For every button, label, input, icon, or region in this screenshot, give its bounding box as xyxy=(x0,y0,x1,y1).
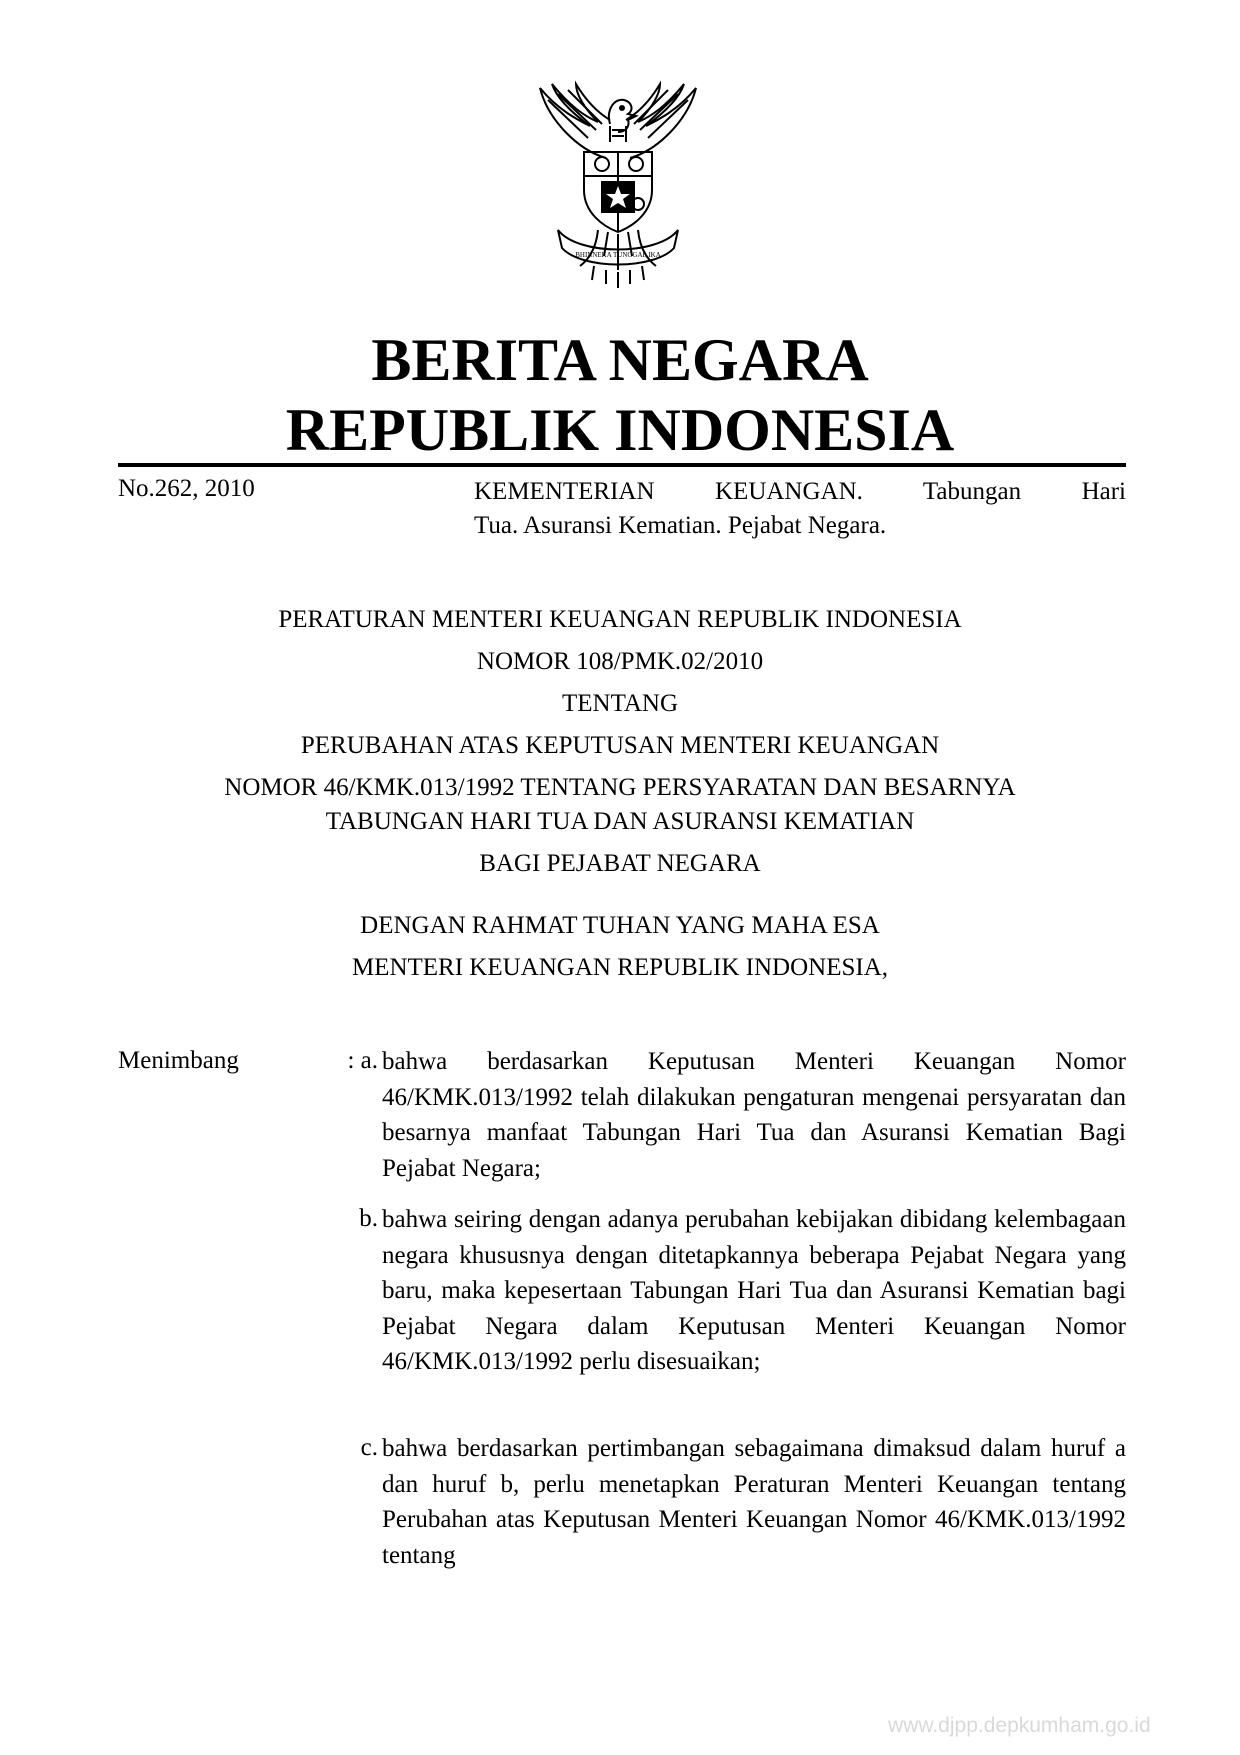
masthead-title-line2: REPUBLIK INDONESIA xyxy=(285,397,955,463)
considering-label: Menimbang xyxy=(118,1047,239,1074)
regulation-subject-line4: BAGI PEJABAT NEGARA xyxy=(479,850,761,877)
regulation-number: NOMOR 108/PMK.02/2010 xyxy=(476,648,764,675)
masthead-title-line1: BERITA NEGARA xyxy=(371,327,869,393)
watermark-url: www.djpp.depkumham.go.id xyxy=(888,1714,1151,1737)
regulation-subject-line2: NOMOR 46/KMK.013/1992 TENTANG PERSYARATAN DAN BESARNYA xyxy=(224,774,1016,801)
masthead-divider xyxy=(118,463,1126,467)
considering-item-a: bahwa berdasarkan Keputusan Menteri Keuangan Nomor 46/KMK.013/1992 telah dilakukan pengaturan mengenai persyaratan dan besarnya manfaat Tabungan Hari Tua dan Asuransi Kematian Bagi Pejabat Negara; xyxy=(382,1048,1126,1182)
considering-item-c: bahwa berdasarkan pertimbangan sebagaimana dimaksud dalam huruf a dan huruf b, perlu menetapkan Peraturan Menteri Keuangan tentang Perubahan atas Keputusan Menteri Keuangan Nomor 46/KMK.013/1992 tentang xyxy=(382,1435,1126,1569)
gazette-description-line2: Tua. Asuransi Kematian. Pejabat Negara. xyxy=(474,512,887,539)
emblem-motto: BHINNEKA TUNGGAL IKA xyxy=(575,251,661,259)
considering-item-letter-b: b. xyxy=(359,1205,378,1232)
regulation-subject-line3: TABUNGAN HARI TUA DAN ASURANSI KEMATIAN xyxy=(325,808,915,835)
regulation-about: TENTANG xyxy=(561,690,679,717)
considering-item-letter-a: : a. xyxy=(347,1047,378,1074)
regulation-title-line1: PERATURAN MENTERI KEUANGAN REPUBLIK INDONESIA xyxy=(278,606,962,633)
invocation-line1: DENGAN RAHMAT TUHAN YANG MAHA ESA xyxy=(360,912,880,939)
considering-item-letter-c: c. xyxy=(360,1434,378,1461)
considering-item-b: bahwa seiring dengan adanya perubahan kebijakan dibidang kelembagaan negara khususnya dengan ditetapkannya beberapa Pejabat Negara yang baru, maka kepesertaan Tabungan Hari Tua dan Asuransi Kematian bagi Pejabat Negara dalam Keputusan Menteri Keuangan Nomor 46/KMK.013/1992 perlu disesuaikan; xyxy=(382,1206,1126,1375)
gazette-description xyxy=(474,475,1126,543)
regulation-subject-line1: PERUBAHAN ATAS KEPUTUSAN MENTERI KEUANGAN xyxy=(300,732,940,759)
invocation-line2: MENTERI KEUANGAN REPUBLIK INDONESIA, xyxy=(351,954,889,981)
gazette-description-line1: KEMENTERIAN KEUANGAN. Tabungan Hari xyxy=(474,478,1126,505)
gazette-number: No.262, 2010 xyxy=(118,475,255,502)
garuda-emblem-icon xyxy=(518,80,718,300)
